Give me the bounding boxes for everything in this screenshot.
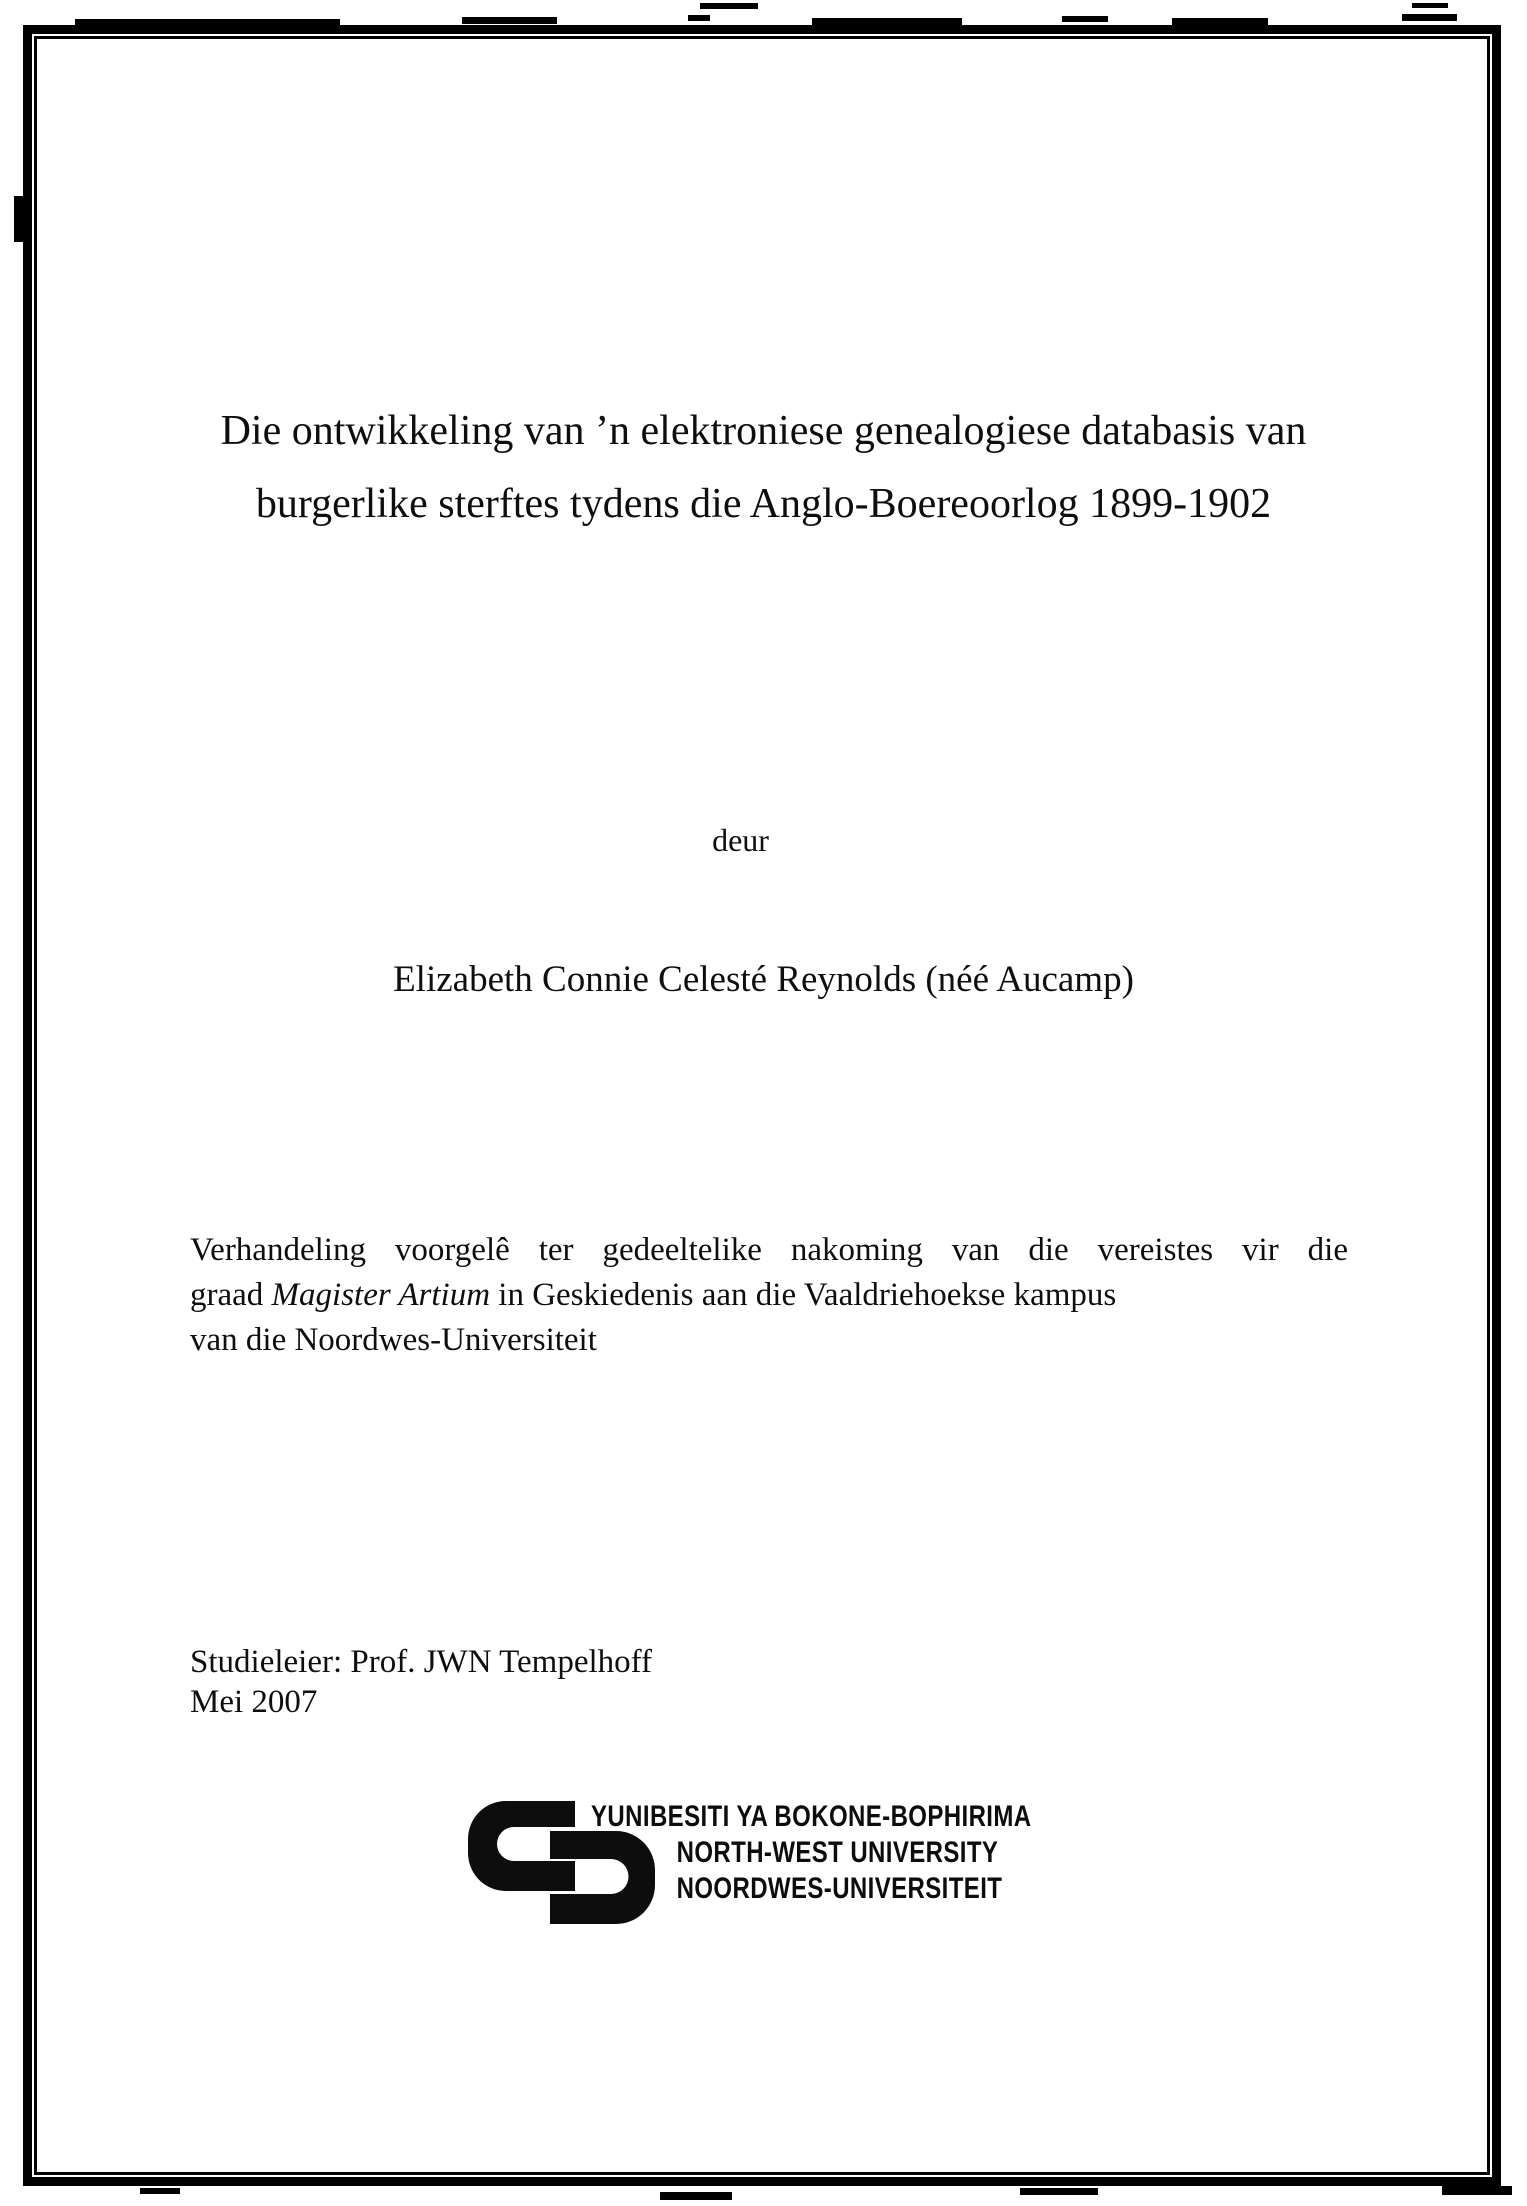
scan-artifact (812, 18, 962, 25)
thesis-title-line1: Die ontwikkeling van ’n elektroniese genealogiese databasis van (220, 408, 1307, 454)
supervisor-line: Studieleier: Prof. JWN Tempelhoff (190, 1644, 653, 1680)
scan-artifact (462, 17, 557, 24)
nwu-logo-text (591, 1799, 1032, 1907)
degree-statement-line2 (190, 1273, 1348, 1318)
nwu-logo-text-afrikaans: NOORDWES-UNIVERSITEIT (676, 1872, 1003, 1905)
date-line: Mei 2007 (190, 1684, 318, 1720)
thesis-title (80, 395, 1447, 541)
scan-artifact (700, 3, 758, 9)
scan-artifact (1172, 18, 1268, 25)
scan-artifact (1020, 2188, 1098, 2195)
author-name: Elizabeth Connie Celesté Reynolds (néé Aucamp) (393, 959, 1134, 1000)
supervisor-block (190, 1642, 652, 1722)
scan-artifact (1412, 3, 1448, 8)
degree-statement (190, 1228, 1348, 1363)
degree-line2-italic: Magister Artium (271, 1277, 491, 1313)
degree-statement-line1: Verhandeling voorgelê ter gedeeltelike nakoming van die vereistes vir die (190, 1232, 1348, 1268)
byline-deur: deur (712, 822, 769, 858)
scan-artifact (1402, 14, 1457, 21)
scan-artifact (140, 2188, 180, 2194)
degree-line2-post: in Geskiedenis aan die Vaaldriehoekse kampus (490, 1277, 1117, 1313)
scan-artifact (1442, 2186, 1512, 2195)
degree-statement-line3: van die Noordwes-Universiteit (190, 1322, 597, 1358)
scan-artifact (660, 2192, 732, 2200)
thesis-title-line2: burgerlike sterftes tydens die Anglo-Boereoorlog 1899-1902 (255, 481, 1272, 527)
scan-artifact (688, 15, 710, 21)
scan-artifact (1062, 16, 1108, 22)
nwu-logo-text-setswana: YUNIBESITI YA BOKONE-BOPHIRIMA (591, 1800, 1032, 1833)
nwu-logo-text-english: NORTH-WEST UNIVERSITY (676, 1836, 999, 1869)
degree-line2-pre: graad (190, 1277, 272, 1313)
